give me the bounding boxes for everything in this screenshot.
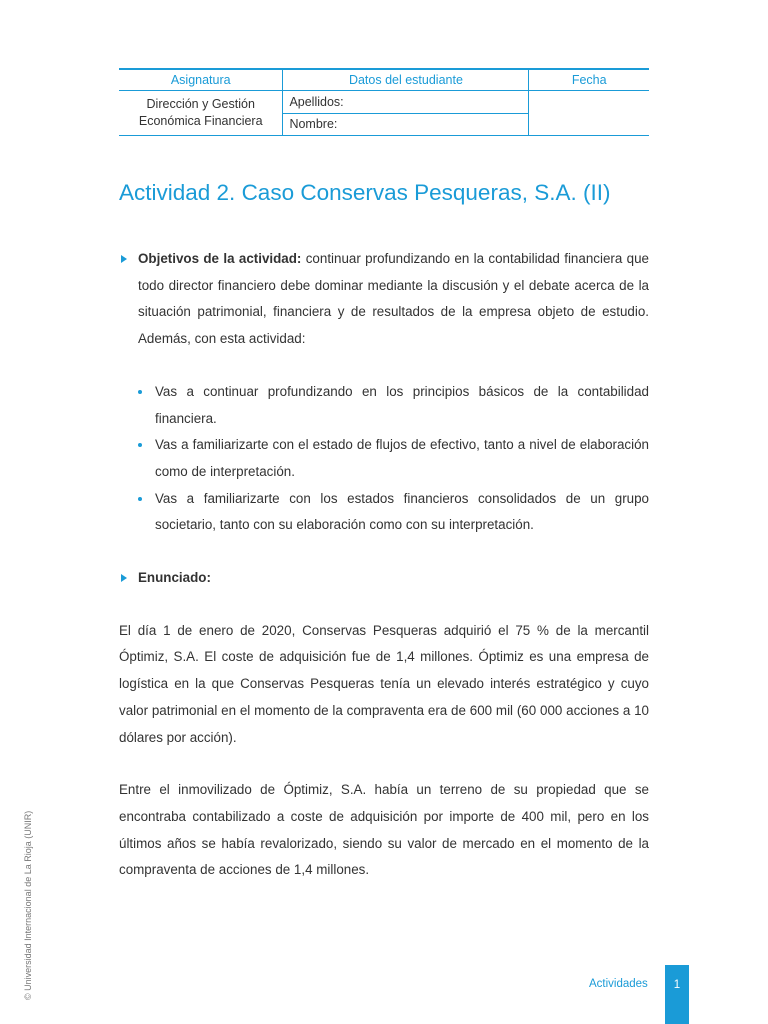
triangle-right-icon	[121, 255, 127, 263]
subject-line-1: Dirección y Gestión	[146, 97, 255, 111]
data-row	[119, 91, 649, 136]
header-student: Datos del estudiante	[283, 69, 529, 91]
bullet-dot-icon	[138, 497, 142, 501]
page-number: 1	[665, 965, 689, 1024]
page-title: Actividad 2. Caso Conservas Pesqueras, S.A. (II)	[119, 180, 611, 205]
header-date: Fecha	[529, 69, 649, 91]
list-item	[119, 486, 649, 539]
list-item	[119, 432, 649, 485]
list-item	[119, 379, 649, 432]
statement-paragraph-2: Entre el inmovilizado de Óptimiz, S.A. había un terreno de su propiedad que se encontraba contabilizado a coste de adquisición por importe de 400 mil, pero en los últimos años se había revalorizado, siendo su valor de mercado en el momento de la compraventa de acciones de 1,4 millones.	[119, 782, 649, 878]
footer-section-label: Actividades	[589, 978, 648, 990]
objectives-label: Objetivos de la actividad:	[138, 251, 302, 266]
bullet-dot-icon	[138, 390, 142, 394]
side-credit: © Universidad Internacional de La Rioja (UNIR)	[23, 810, 33, 1000]
statement-label: Enunciado:	[138, 570, 211, 586]
bullet-text: Vas a familiarizarte con los estados financieros consolidados de un grupo societario, tanto con su elaboración como con su interpretación.	[155, 490, 649, 533]
header-table	[119, 68, 649, 136]
header-subject: Asignatura	[119, 69, 283, 91]
objectives-text: continuar profundizando en la contabilidad financiera que todo director financiero debe dominar mediante la discusión y el debate acerca de la situación patrimonial, financiera y de resultados de la empresa objeto de estudio. Además, con esta actividad:	[138, 251, 649, 347]
student-data-cell[interactable]	[283, 91, 529, 136]
bullet-text: Vas a familiarizarte con el estado de flujos de efectivo, tanto a nivel de elaboración como de interpretación.	[155, 437, 649, 479]
statement-heading	[119, 565, 649, 592]
main-content	[119, 246, 649, 884]
statement-paragraph-1: El día 1 de enero de 2020, Conservas Pesqueras adquirió el 75 % de la mercantil Óptimiz, S.A. El coste de adquisición fue de 1,4 millones. Óptimiz es una empresa de logística en la que Conservas Pesqueras tenía un elevado interés estratégico y cuyo valor patrimonial en el momento de la compraventa era de 600 mil (60 000 acciones a 10 dólares por acción).	[119, 622, 649, 745]
name-field[interactable]: Nombre:	[289, 116, 338, 131]
bullet-dot-icon	[138, 443, 142, 447]
subject-name	[119, 91, 283, 136]
bullet-text: Vas a continuar profundizando en los principios básicos de la contabilidad financiera.	[155, 383, 649, 426]
date-field[interactable]	[529, 91, 649, 136]
surname-field[interactable]: Apellidos:	[283, 92, 528, 114]
objectives-section	[119, 246, 649, 353]
triangle-right-icon	[121, 574, 127, 582]
header-row	[119, 69, 649, 91]
subject-line-2: Económica Financiera	[138, 114, 263, 128]
